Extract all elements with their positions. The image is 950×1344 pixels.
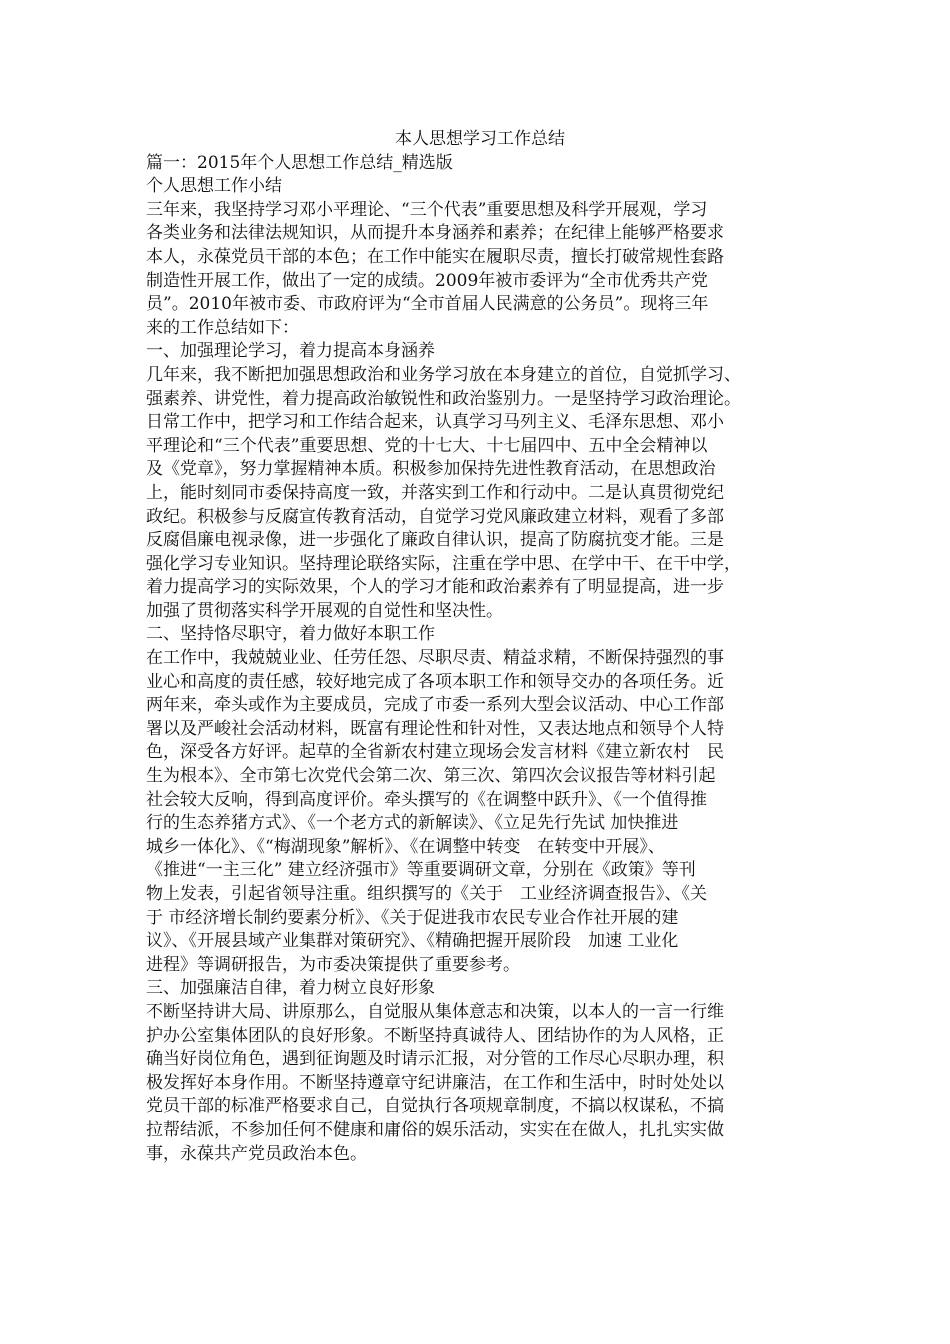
text-line: 加强了贯彻落实科学开展观的自觉性和坚决性。 [146, 600, 503, 621]
text-line: 几年来，我不断把加强思想政治和业务学习放在本身建立的首位，自觉抓学习、 [146, 364, 741, 385]
text-line: 政纪。积极参与反腐宣传教育活动，自觉学习党风廉政建立材料，观看了多部 [146, 506, 724, 527]
text-line: 及《党章》，努力掌握精神本质。积极参加保持先进性教育活动，在思想政治 [146, 459, 716, 480]
text-line: 二、坚持恪尽职守，着力做好本职工作 [146, 624, 435, 645]
text-line: 党员干部的标准严格要求自己，自觉执行各项规章制度，不搞以权谋私，不搞 [146, 1096, 724, 1117]
text-line: 两年来，牵头或作为主要成员，完成了市委一系列大型会议活动、中心工作部 [146, 695, 724, 716]
text-line: 极发挥好本身作用。不断坚持遵章守纪讲廉洁，在工作和生活中，时时处处以 [146, 1072, 724, 1093]
text-line: 议》、《开展县域产业集群对策研究》、《精确把握开展阶段 加速 工业化 [146, 931, 679, 952]
text-line: 署以及严峻社会活动材料，既富有理论性和针对性，又表达地点和领导个人特 [146, 718, 724, 739]
text-line: 事，永葆共产党员政治本色。 [146, 1143, 367, 1164]
text-line: 强化学习专业知识。坚持理论联络实际，注重在学中思、在学中干、在干中学， [146, 553, 741, 574]
text-line: 于 市经济增长制约要素分析》、《关于促进我市农民专业合作社开展的建 [146, 907, 679, 928]
text-line: 强素养、讲党性，着力提高政治敏锐性和政治鉴别力。一是坚持学习政治理论。 [146, 388, 741, 409]
text-line: 各类业务和法律法规知识，从而提升本身涵养和素养；在纪律上能够严格要求 [146, 223, 724, 244]
text-line: 来的工作总结如下： [146, 317, 299, 338]
text-line: 不断坚持讲大局、讲原那么，自觉服从集体意志和决策，以本人的一言一行维 [146, 1001, 724, 1022]
document-page [146, 128, 814, 1166]
text-line: 行的生态养猪方式》、《一个老方式的新解读》、《立足先行先试 加快推进 [146, 813, 679, 834]
text-line: 拉帮结派，不参加任何不健康和庸俗的娱乐活动，实实在在做人，扎扎实实做 [146, 1119, 724, 1140]
text-line: 社会较大反响，得到高度评价。牵头撰写的《在调整中跃升》、《一个值得推 [146, 789, 707, 810]
text-line: 城乡一体化》、《“梅湖现象”解析》、《在调整中转变 在转变中开展》、 [146, 836, 665, 857]
text-line: 《推进“一主三化” 建立经济强市》等重要调研文章，分别在《政策》等刊 [146, 860, 696, 881]
text-line: 确当好岗位角色，遇到征询题及时请示汇报，对分管的工作尽心尽职办理，积 [146, 1049, 724, 1070]
document-body [146, 152, 814, 1167]
text-line: 员”。2010年被市委、市政府评为“全市首届人民满意的公务员”。现将三年 [146, 294, 709, 315]
text-line: 三、加强廉洁自律，着力树立良好形象 [146, 978, 435, 999]
text-line: 进程》等调研报告，为市委决策提供了重要参考。 [146, 954, 520, 975]
text-line: 业心和高度的责任感，较好地完成了各项本职工作和领导交办的各项任务。近 [146, 671, 724, 692]
text-line: 制造性开展工作，做出了一定的成绩。2009年被市委评为“全市优秀共产党 [146, 270, 708, 291]
document-title: 本人思想学习工作总结 [395, 129, 565, 149]
text-line: 护办公室集体团队的良好形象。不断坚持真诚待人、团结协作的为人风格，正 [146, 1025, 724, 1046]
text-line: 反腐倡廉电视录像，进一步强化了廉政自律认识，提高了防腐抗变才能。三是 [146, 530, 724, 551]
text-line: 平理论和“三个代表”重要思想、党的十七大、十七届四中、五中全会精神以 [146, 435, 708, 456]
text-line: 个人思想工作小结 [146, 176, 282, 197]
text-line: 一、加强理论学习，着力提高本身涵养 [146, 341, 435, 362]
text-line: 物上发表，引起省领导注重。组织撰写的《关于 工业经济调查报告》、《关 [146, 884, 707, 904]
text-line: 篇一：2015年个人思想工作总结_精选版 [146, 152, 453, 173]
text-line: 色，深受各方好评。起草的全省新农村建立现场会发言材料《建立新农村 民 [146, 742, 724, 763]
text-line: 着力提高学习的实际效果，个人的学习才能和政治素养有了明显提高，进一步 [146, 577, 724, 598]
text-line: 日常工作中，把学习和工作结合起来，认真学习马列主义、毛泽东思想、邓小 [146, 412, 724, 433]
text-line: 本人，永葆党员干部的本色；在工作中能实在履职尽责，擅长打破常规性套路 [146, 246, 724, 267]
text-line: 三年来，我坚持学习邓小平理论、“三个代表”重要思想及科学开展观，学习 [146, 199, 708, 220]
text-line: 生为根本》、全市第七次党代会第二次、第三次、第四次会议报告等材料引起 [146, 766, 716, 787]
text-line: 上，能时刻同市委保持高度一致，并落实到工作和行动中。二是认真贯彻党纪 [146, 482, 724, 503]
text-line: 在工作中，我兢兢业业、任劳任怨、尽职尽责、精益求精，不断保持强烈的事 [146, 648, 724, 669]
